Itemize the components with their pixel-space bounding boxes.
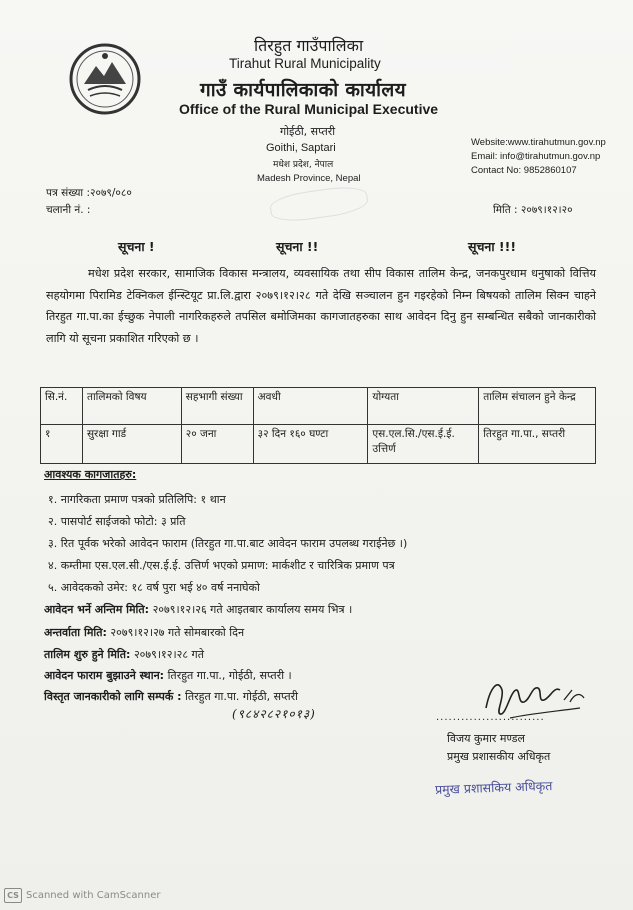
faint-stamp <box>269 183 370 224</box>
info-contact-label: विस्तृत जानकारीको लागि सम्पर्क : <box>44 690 182 703</box>
table-row <box>41 425 596 464</box>
interview-label: अन्तर्वाता मिति: <box>44 626 107 639</box>
requirement-item: ४. कम्तीमा एस.एल.सी./एस.ई.ई. उत्तिर्ण भएको प्रमाण: मार्कशीट र चारित्रिक प्रमाण पत्र <box>48 559 395 572</box>
table-header-cell: तालिमको विषय <box>82 388 181 425</box>
info-contact-line <box>44 689 298 704</box>
notice-heading-1: सूचना ! <box>118 239 155 254</box>
table-cell: सुरक्षा गार्ड <box>82 425 181 464</box>
municipality-name-en: Tirahut Rural Municipality <box>229 56 381 71</box>
requirement-item: ५. आवेदकको उमेर: १८ वर्ष पुरा भई ४० वर्ष ननाघेको <box>48 581 260 594</box>
deadline-value: २०७९।१२।२६ गते आइतबार कार्यालय समय भित्र । <box>149 603 353 616</box>
training-table <box>40 387 596 464</box>
deadline-line <box>44 602 352 617</box>
municipality-emblem-icon <box>66 40 144 118</box>
table-cell: १ <box>41 425 83 464</box>
scanner-watermark <box>4 888 161 903</box>
submission-place-value: तिरहुत गा.पा., गोईठी, सप्तरी । <box>164 669 292 682</box>
letter-date: मिति : २०७९।१२।२० <box>493 204 573 216</box>
requirement-item: २. पासपोर्ट साईजको फोटो: ३ प्रति <box>48 515 186 528</box>
requirement-item: १. नागरिकता प्रमाण पत्रको प्रतिलिपि: १ थान <box>48 493 226 506</box>
table-header-cell: सि.नं. <box>41 388 83 425</box>
table-header-cell: अवधी <box>253 388 368 425</box>
letter-number: पत्र संख्या :२०७९/०८० <box>46 187 132 199</box>
province-np: मधेश प्रदेश, नेपाल <box>273 160 334 170</box>
scanner-text: Scanned with CamScanner <box>26 890 161 901</box>
contact-website: Website:www.tirahutmun.gov.np <box>471 137 606 148</box>
table-cell: ३२ दिन १६० घण्टा <box>253 425 368 464</box>
camscanner-logo-icon: CS <box>4 888 22 903</box>
contact-phone: Contact No: 9852860107 <box>471 165 577 176</box>
training-start-line <box>44 647 204 662</box>
notice-body: मधेश प्रदेश सरकार, सामाजिक विकास मन्त्रालय, व्यवसायिक तथा सीप विकास तालिम केन्द्र, जनकपुरधाम धनुषाको वित्तिय सहयोगमा पिरामिड टेक्निकल ईन्स्टियूट प्रा.लि.द्वारा २०७९।१२।२८ गते देखि सञ्चालन हुन गइरहेको निम्न बिषयको तालिम सिक्न चाहने तिरहुत गा.पा.का ईच्छुक नेपाली नागरिकहरुले तपसिल बमोजिमका कागजातहरुका साथ आवेदन दिनु हुन सम्बन्धित सबैको जानकारीको लागि यो सूचना प्रकाशित गरिएको छ । <box>46 267 596 345</box>
submission-place-label: आवेदन फाराम बुझाउने स्थान: <box>44 669 165 682</box>
signatory-name: विजय कुमार मण्डल <box>447 732 526 745</box>
province-en: Madesh Province, Nepal <box>257 173 361 184</box>
table-header-cell: योग्यता <box>368 388 479 425</box>
interview-line <box>44 625 244 640</box>
requirement-item: ३. रित पूर्वक भरेको आवेदन फाराम (तिरहुत गा.पा.बाट आवेदन फाराम उपलब्ध गराईनेछ ।) <box>48 537 408 550</box>
info-contact-value: तिरहुत गा.पा. गोईठी, सप्तरी <box>181 690 299 703</box>
deadline-label: आवेदन भर्ने अन्तिम मिति: <box>44 603 150 616</box>
submission-place-line <box>44 668 292 683</box>
training-start-value: २०७९।१२।२८ गते <box>130 648 205 661</box>
official-stamp: प्रमुख प्रशासकिय अधिकृत <box>434 777 553 798</box>
address-en: Goithi, Saptari <box>266 142 336 154</box>
notice-heading-2: सूचना !! <box>276 239 319 254</box>
table-header-row <box>41 388 596 425</box>
dispatch-number: चलानी नं. : <box>46 204 91 216</box>
table-cell: तिरहुत गा.पा., सप्तरी <box>479 425 596 464</box>
training-start-label: तालिम शुरु हुने मिति: <box>44 648 131 661</box>
table-header-cell: सहभागी संख्या <box>181 388 253 425</box>
table-cell: एस.एल.सि./एस.ई.ई. उत्तिर्ण <box>368 425 479 464</box>
handwritten-phone: (९८४२८२१०१३) <box>232 707 316 721</box>
municipality-name-np: तिरहुत गाउँपालिका <box>254 36 364 55</box>
office-title-np: गाउँ कार्यपालिकाको कार्यालय <box>200 79 406 101</box>
notice-heading-3: सूचना !!! <box>468 239 517 254</box>
contact-email: Email: info@tirahutmun.gov.np <box>471 151 601 162</box>
signatory-post: प्रमुख प्रशासकीय अधिकृत <box>447 750 551 763</box>
interview-value: २०७९।१२।२७ गते सोमबारको दिन <box>106 626 245 639</box>
signature-line: .......................... <box>436 712 545 723</box>
table-cell: २० जना <box>181 425 253 464</box>
office-title-en: Office of the Rural Municipal Executive <box>179 101 439 117</box>
table-header-cell: तालिम संचालन हुने केन्द्र <box>479 388 596 425</box>
requirements-title: आवश्यक कागजातहरु: <box>44 468 137 481</box>
address-np: गोईठी, सप्तरी <box>280 125 336 138</box>
